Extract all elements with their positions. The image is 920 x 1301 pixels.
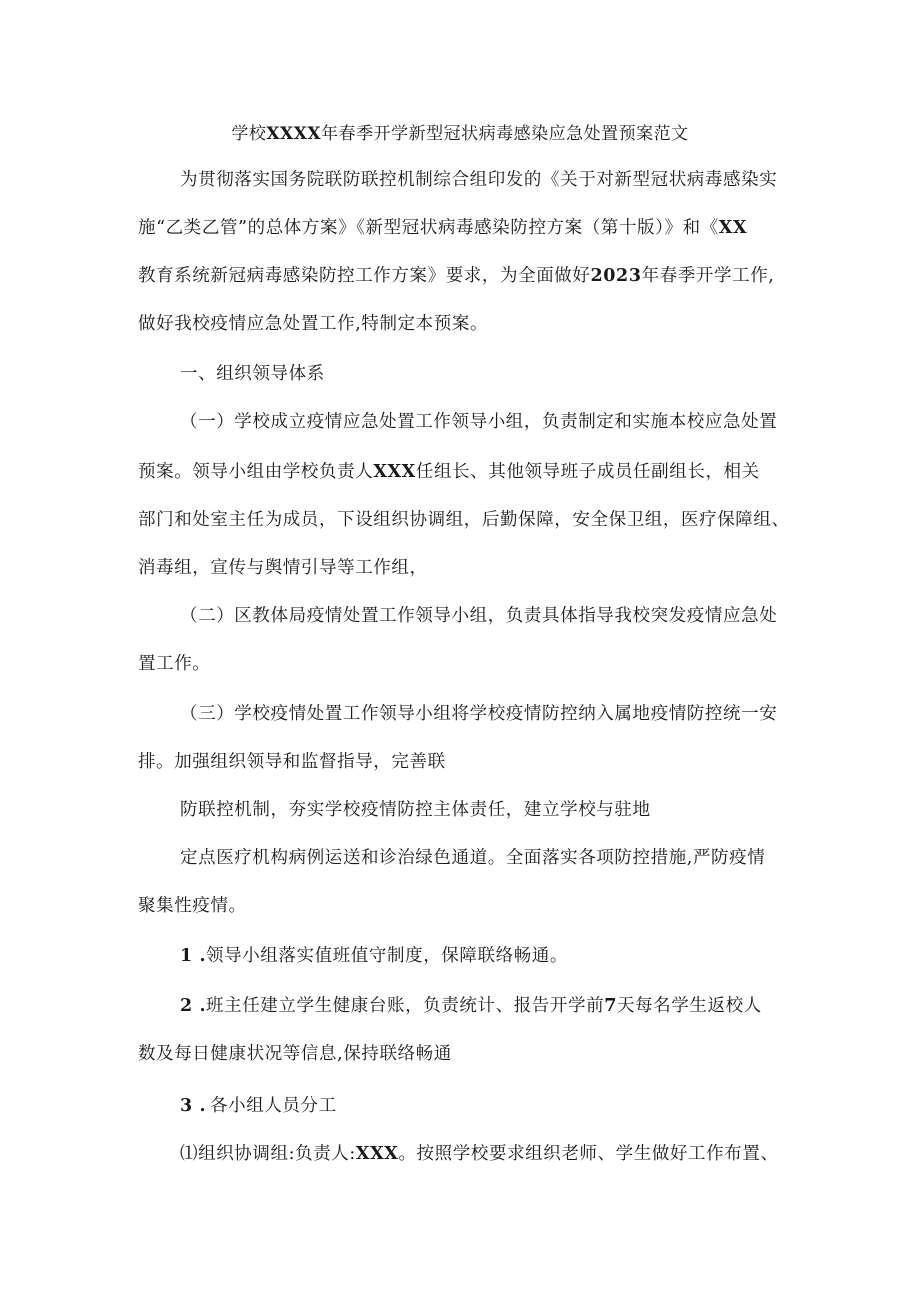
paragraph-line: 教育系统新冠病毒感染防控工作方案》要求，为全面做好2023年春季开学工作, — [138, 266, 775, 286]
paragraph-line: 排。加强组织领导和监督指导，完善联 — [138, 752, 446, 772]
paragraph-line: 防联控机制，夯实学校疫情防控主体责任，建立学校与驻地 — [180, 800, 651, 820]
paragraph-line: （二）区教体局疫情处置工作领导小组，负责具体指导我校突发疫情应急处 — [180, 606, 778, 626]
paragraph-line: 做好我校疫情应急处置工作,特制定本预案。 — [138, 314, 489, 334]
list-number: 1 . — [180, 946, 207, 966]
list-number: 3 . — [180, 1096, 207, 1116]
paragraph-line: 置工作。 — [138, 654, 211, 674]
list-item — [180, 1094, 337, 1118]
paragraph-line: 施“乙类乙管”的总体方案》《新型冠状病毒感染防控方案（第十版）》和《XX — [138, 218, 748, 238]
list-item — [180, 944, 568, 968]
paragraph-line: 定点医疗机构病例运送和诊治绿色通道。全面落实各项防控措施,严防疫情 — [180, 848, 766, 868]
paragraph-line: （一）学校成立疫情应急处置工作领导小组，负责制定和实施本校应急处置 — [180, 412, 778, 432]
document-title: 学校XXXX年春季开学新型冠状病毒感染应急处置预案范文 — [231, 124, 689, 144]
list-item-text: 各小组人员分工 — [210, 1096, 337, 1116]
paragraph-line: （三）学校疫情处置工作领导小组将学校疫情防控纳入属地疫情防控统一安 — [180, 704, 778, 724]
section-heading: 一、组织领导体系 — [180, 364, 325, 384]
paragraph-line: 为贯彻落实国务院联防联控机制综合组印发的《关于对新型冠状病毒感染实 — [180, 170, 778, 190]
list-item-text: 领导小组落实值班值守制度，保障联络畅通。 — [206, 946, 568, 966]
paragraph-line: 消毒组，宣传与舆情引导等工作组， — [138, 558, 428, 578]
list-item-text: 班主任建立学生健康台账，负责统计、报告开学前7天每名学生返校人 — [206, 996, 762, 1016]
list-number: 2 . — [180, 996, 207, 1016]
list-item — [180, 994, 762, 1018]
paragraph-line: 部门和处室主任为成员，下设组织协调组，后勤保障，安全保卫组，医疗保障组、 — [138, 510, 790, 530]
paragraph-line: 预案。领导小组由学校负责人XXX任组长、其他领导班子成员任副组长，相关 — [138, 462, 760, 482]
paragraph-line: ⑴组织协调组:负责人:XXX。按照学校要求组织老师、学生做好工作布置、 — [180, 1144, 779, 1164]
paragraph-line: 数及每日健康状况等信息,保持联络畅通 — [138, 1044, 452, 1064]
paragraph-line: 聚集性疫情。 — [138, 896, 247, 916]
